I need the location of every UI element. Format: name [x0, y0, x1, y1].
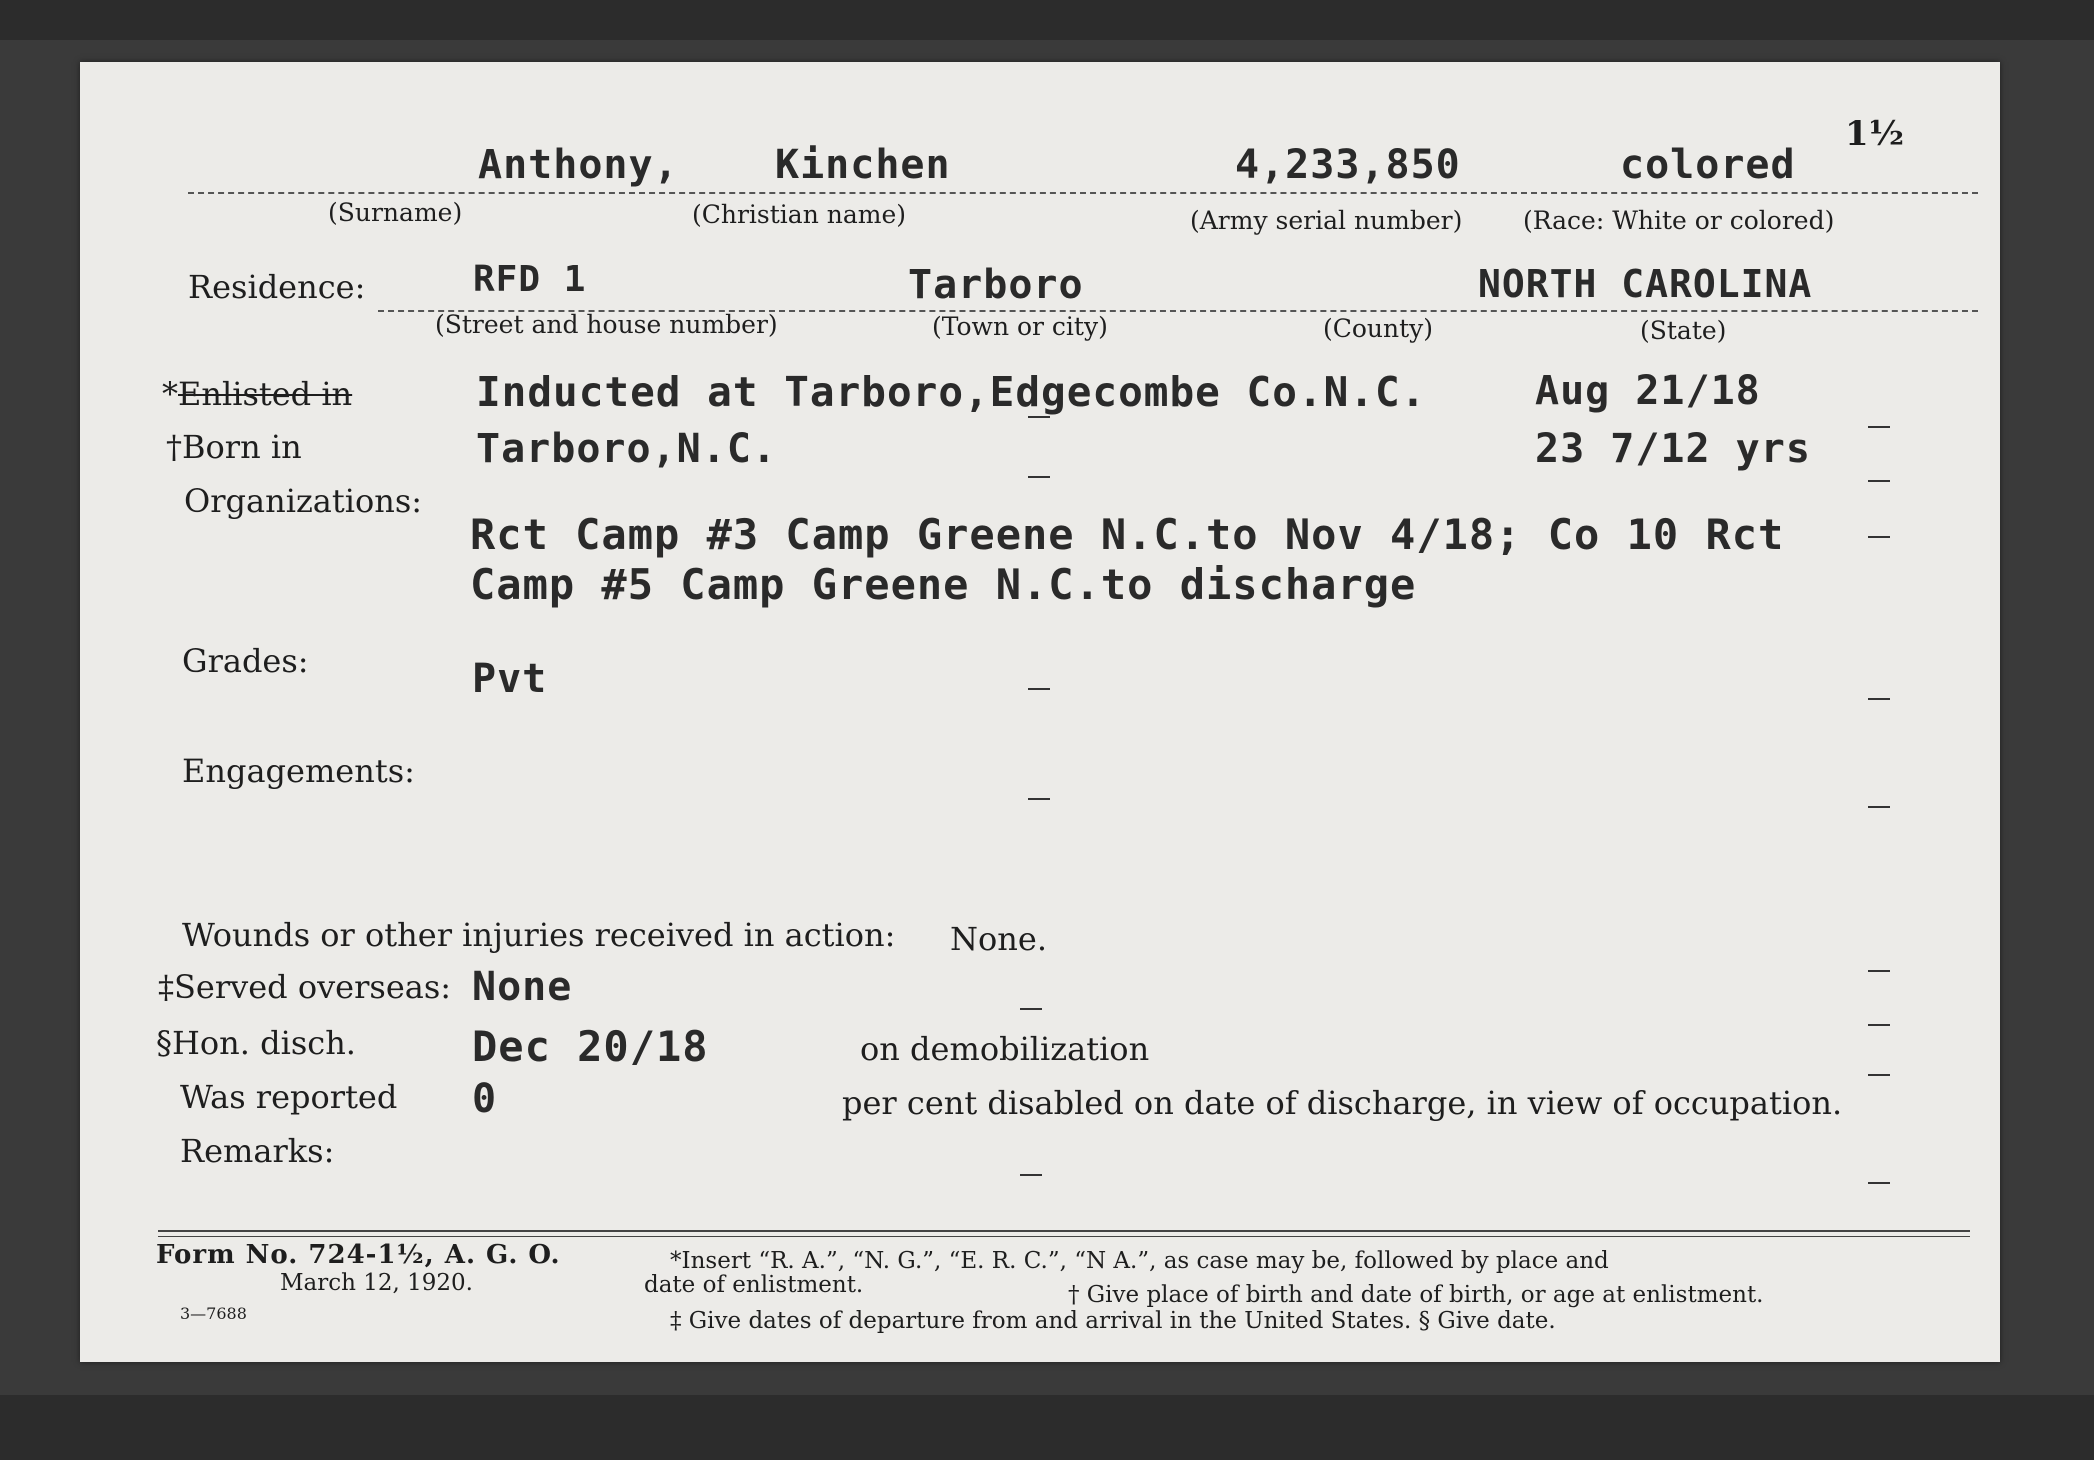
footer-rule-thin [158, 1236, 1970, 1237]
tick-mark [1868, 806, 1890, 808]
discharge-note: on demobilization [860, 1030, 1150, 1068]
town-value: Tarboro [908, 262, 1084, 308]
reported-label: Was reported [180, 1078, 398, 1116]
footnote-overseas: ‡ Give dates of departure from and arrival in the United States. § Give date. [670, 1308, 1556, 1334]
born-value: Tarboro,N.C. [476, 426, 777, 472]
tick-mark [1868, 1182, 1890, 1184]
tick-mark [1868, 536, 1890, 538]
enlisted-label [162, 375, 352, 413]
tick-mark [1868, 480, 1890, 482]
tick-mark [1868, 698, 1890, 700]
scan-border-bottom [0, 1395, 2094, 1460]
tick-mark [1868, 1074, 1890, 1076]
residence-label: Residence: [188, 268, 366, 306]
organizations-line-1: Rct Camp #3 Camp Greene N.C.to Nov 4/18; Co 10 Rct [470, 510, 1785, 559]
serial-number-caption: (Army serial number) [1190, 206, 1463, 235]
grades-label: Grades: [182, 642, 309, 680]
discharge-date: Dec 20/18 [472, 1022, 709, 1071]
name-line [188, 192, 1978, 194]
born-label: †Born in [166, 428, 302, 466]
wounds-label: Wounds or other injuries received in action: [182, 916, 896, 954]
serial-number-value: 4,233,850 [1235, 142, 1461, 188]
surname-value: Anthony, [478, 142, 679, 188]
grades-value: Pvt [472, 656, 548, 702]
christian-name-caption: (Christian name) [692, 200, 907, 229]
footnote-enlistment-cont: date of enlistment. [644, 1272, 864, 1298]
remarks-label: Remarks: [180, 1132, 335, 1170]
tick-mark [1028, 416, 1050, 418]
form-number: Form No. 724-1½, A. G. O. [156, 1240, 561, 1270]
street-caption: (Street and house number) [435, 310, 778, 339]
age-value: 23 7/12 yrs [1535, 426, 1811, 472]
enlisted-value: Inducted at Tarboro,Edgecombe Co.N.C. [476, 368, 1427, 416]
reported-note: per cent disabled on date of discharge, in view of occupation. [842, 1084, 1843, 1122]
corner-mark: 1½ [1845, 114, 1905, 154]
surname-caption: (Surname) [328, 198, 463, 227]
state-value: NORTH CAROLINA [1478, 262, 1813, 306]
reported-value: 0 [472, 1076, 498, 1122]
tick-mark [1868, 970, 1890, 972]
footnote-enlistment: *Insert “R. A.”, “N. G.”, “E. R. C.”, “N A.”, as case may be, followed by place and [670, 1248, 1609, 1274]
state-caption: (State) [1640, 316, 1727, 345]
scan-border-top [0, 0, 2094, 40]
town-caption: (Town or city) [932, 312, 1108, 341]
print-code: 3—7688 [180, 1304, 247, 1323]
tick-mark [1868, 1024, 1890, 1026]
enlisted-marker: * [162, 375, 178, 413]
footnote-birth: † Give place of birth and date of birth, or age at enlistment. [1068, 1282, 1764, 1308]
race-value: colored [1620, 142, 1796, 188]
overseas-value: None [472, 964, 573, 1010]
wounds-value: None. [950, 920, 1047, 958]
overseas-label: ‡Served overseas: [158, 968, 452, 1006]
christian-name-value: Kinchen [775, 142, 951, 188]
organizations-line-2: Camp #5 Camp Greene N.C.to discharge [470, 560, 1417, 609]
tick-mark [1028, 476, 1050, 478]
tick-mark [1020, 1174, 1042, 1176]
footer-rule [158, 1230, 1970, 1232]
form-date: March 12, 1920. [280, 1270, 473, 1296]
street-value: RFD 1 [473, 259, 587, 300]
organizations-label: Organizations: [184, 482, 423, 520]
county-caption: (County) [1323, 314, 1434, 343]
tick-mark [1028, 688, 1050, 690]
enlisted-label-text: Enlisted in [178, 375, 353, 413]
discharge-label: §Hon. disch. [156, 1024, 356, 1062]
tick-mark [1028, 798, 1050, 800]
engagements-label: Engagements: [182, 752, 415, 790]
enlisted-date: Aug 21/18 [1535, 368, 1761, 414]
tick-mark [1868, 426, 1890, 428]
service-record-card [80, 62, 2000, 1362]
race-caption: (Race: White or colored) [1523, 206, 1835, 235]
tick-mark [1020, 1008, 1042, 1010]
